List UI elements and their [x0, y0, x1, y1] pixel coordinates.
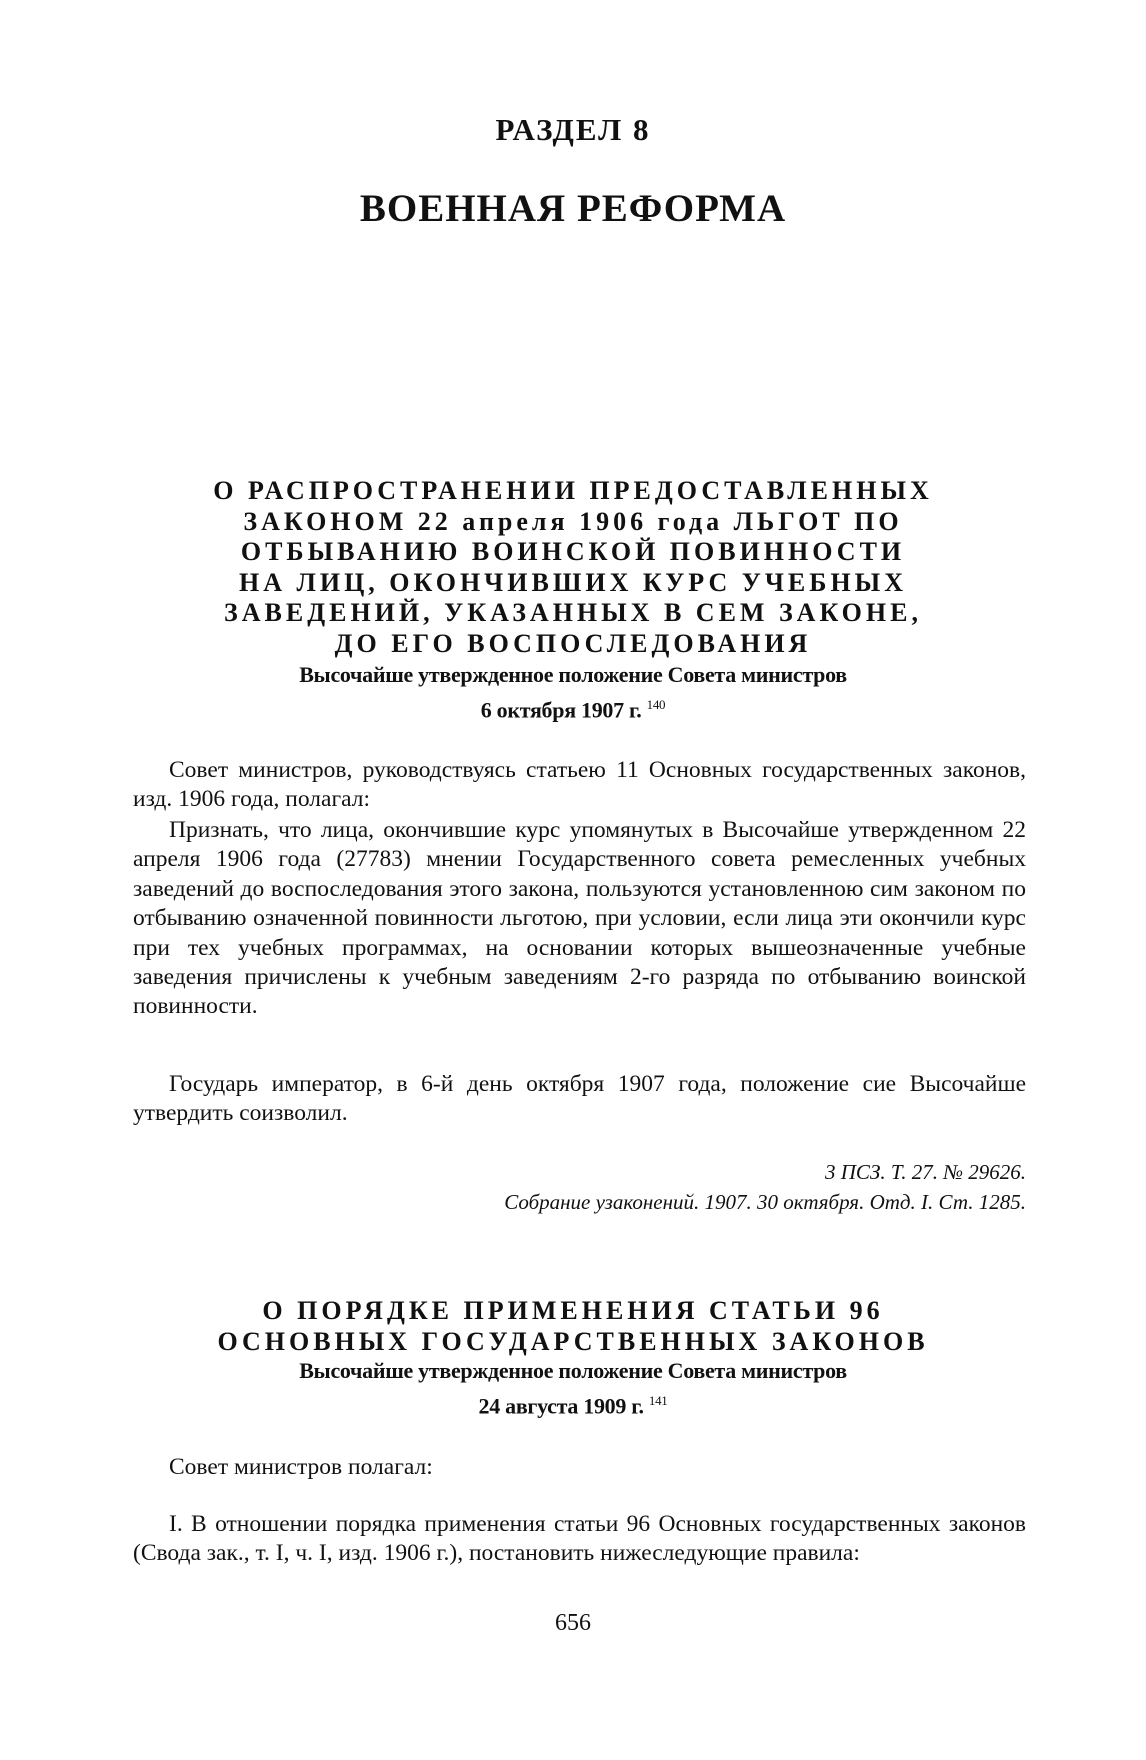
doc2-date-line [133, 1386, 1013, 1421]
doc1-date-line [133, 690, 1013, 725]
doc2-title [133, 1296, 1013, 1357]
doc1-footnote-marker: 140 [646, 697, 666, 712]
doc1-paragraph: Совет министров, руководствуясь статьею 11 Основных государственных законов, изд. 1906 года, полагал: [133, 757, 1026, 813]
doc1-reference-1: 3 ПСЗ. Т. 27. № 29626. [825, 1160, 1026, 1184]
section-label: РАЗДЕЛ 8 [495, 112, 651, 147]
doc2-subtitle: Высочайше утвержденное положение Совета министров [299, 1358, 847, 1383]
doc2-paragraph: I. В отношении порядка применения статьи 96 Основных государственных законов (Свода зак., т. I, ч. I, изд. 1906 г.), постановить нижеследующие правила: [133, 1511, 1026, 1567]
doc1-title-line: ЗАВЕДЕНИЙ, УКАЗАННЫХ В СЕМ ЗАКОНЕ, [224, 598, 922, 627]
doc1-title-line: НА ЛИЦ, ОКОНЧИВШИХ КУРС УЧЕБНЫХ [238, 567, 907, 597]
doc1-date: 6 октября 1907 г. [480, 697, 642, 723]
doc1-title-line: ЗАКОНОМ 22 апреля 1906 года ЛЬГОТ ПО [243, 506, 903, 536]
doc1-paragraph: Признать, что лица, окончившие курс упомянутых в Высочайше утвержденном 22 апреля 1906 года (27783) мнении Государственного совета ремесленных учебных заведений до воспоследования этого закона, пользуются установленною сим законом по отбыванию означенной повинности льготою, при условии, если лица эти окончили курс при тех учебных программах, на основании которых вышеозначенные учебные заведения причислены к учебным заведениям 2-го разряда по отбыванию воинской повинности. [133, 817, 1026, 1020]
page-number: 656 [555, 1610, 591, 1636]
doc2-title-line: ОСНОВНЫХ ГОСУДАРСТВЕННЫХ ЗАКОНОВ [217, 1326, 929, 1356]
section-title: ВОЕННАЯ РЕФОРМА [359, 187, 787, 230]
doc1-reference-2: Собрание узаконений. 1907. 30 октября. Отд. I. Ст. 1285. [504, 1190, 1026, 1214]
doc1-title-line: ОТБЫВАНИЮ ВОИНСКОЙ ПОВИННОСТИ [240, 537, 906, 566]
doc1-title-line: ДО ЕГО ВОСПОСЛЕДОВАНИЯ [334, 628, 812, 658]
doc2-date: 24 августа 1909 г. [478, 1393, 644, 1419]
doc2-footnote-marker: 141 [648, 1393, 668, 1408]
doc1-paragraph: Государь император, в 6-й день октября 1907 года, положение сие Высочайше утвердить соизволил. [133, 1071, 1026, 1127]
doc1-subtitle: Высочайше утвержденное положение Совета министров [299, 662, 847, 687]
doc2-paragraph: Совет министров полагал: [169, 1454, 433, 1480]
doc1-title [133, 476, 1013, 659]
doc1-title-line: О РАСПРОСТРАНЕНИИ ПРЕДОСТАВЛЕННЫХ [213, 476, 933, 505]
doc2-title-line: О ПОРЯДКЕ ПРИМЕНЕНИЯ СТАТЬИ 96 [262, 1296, 884, 1325]
